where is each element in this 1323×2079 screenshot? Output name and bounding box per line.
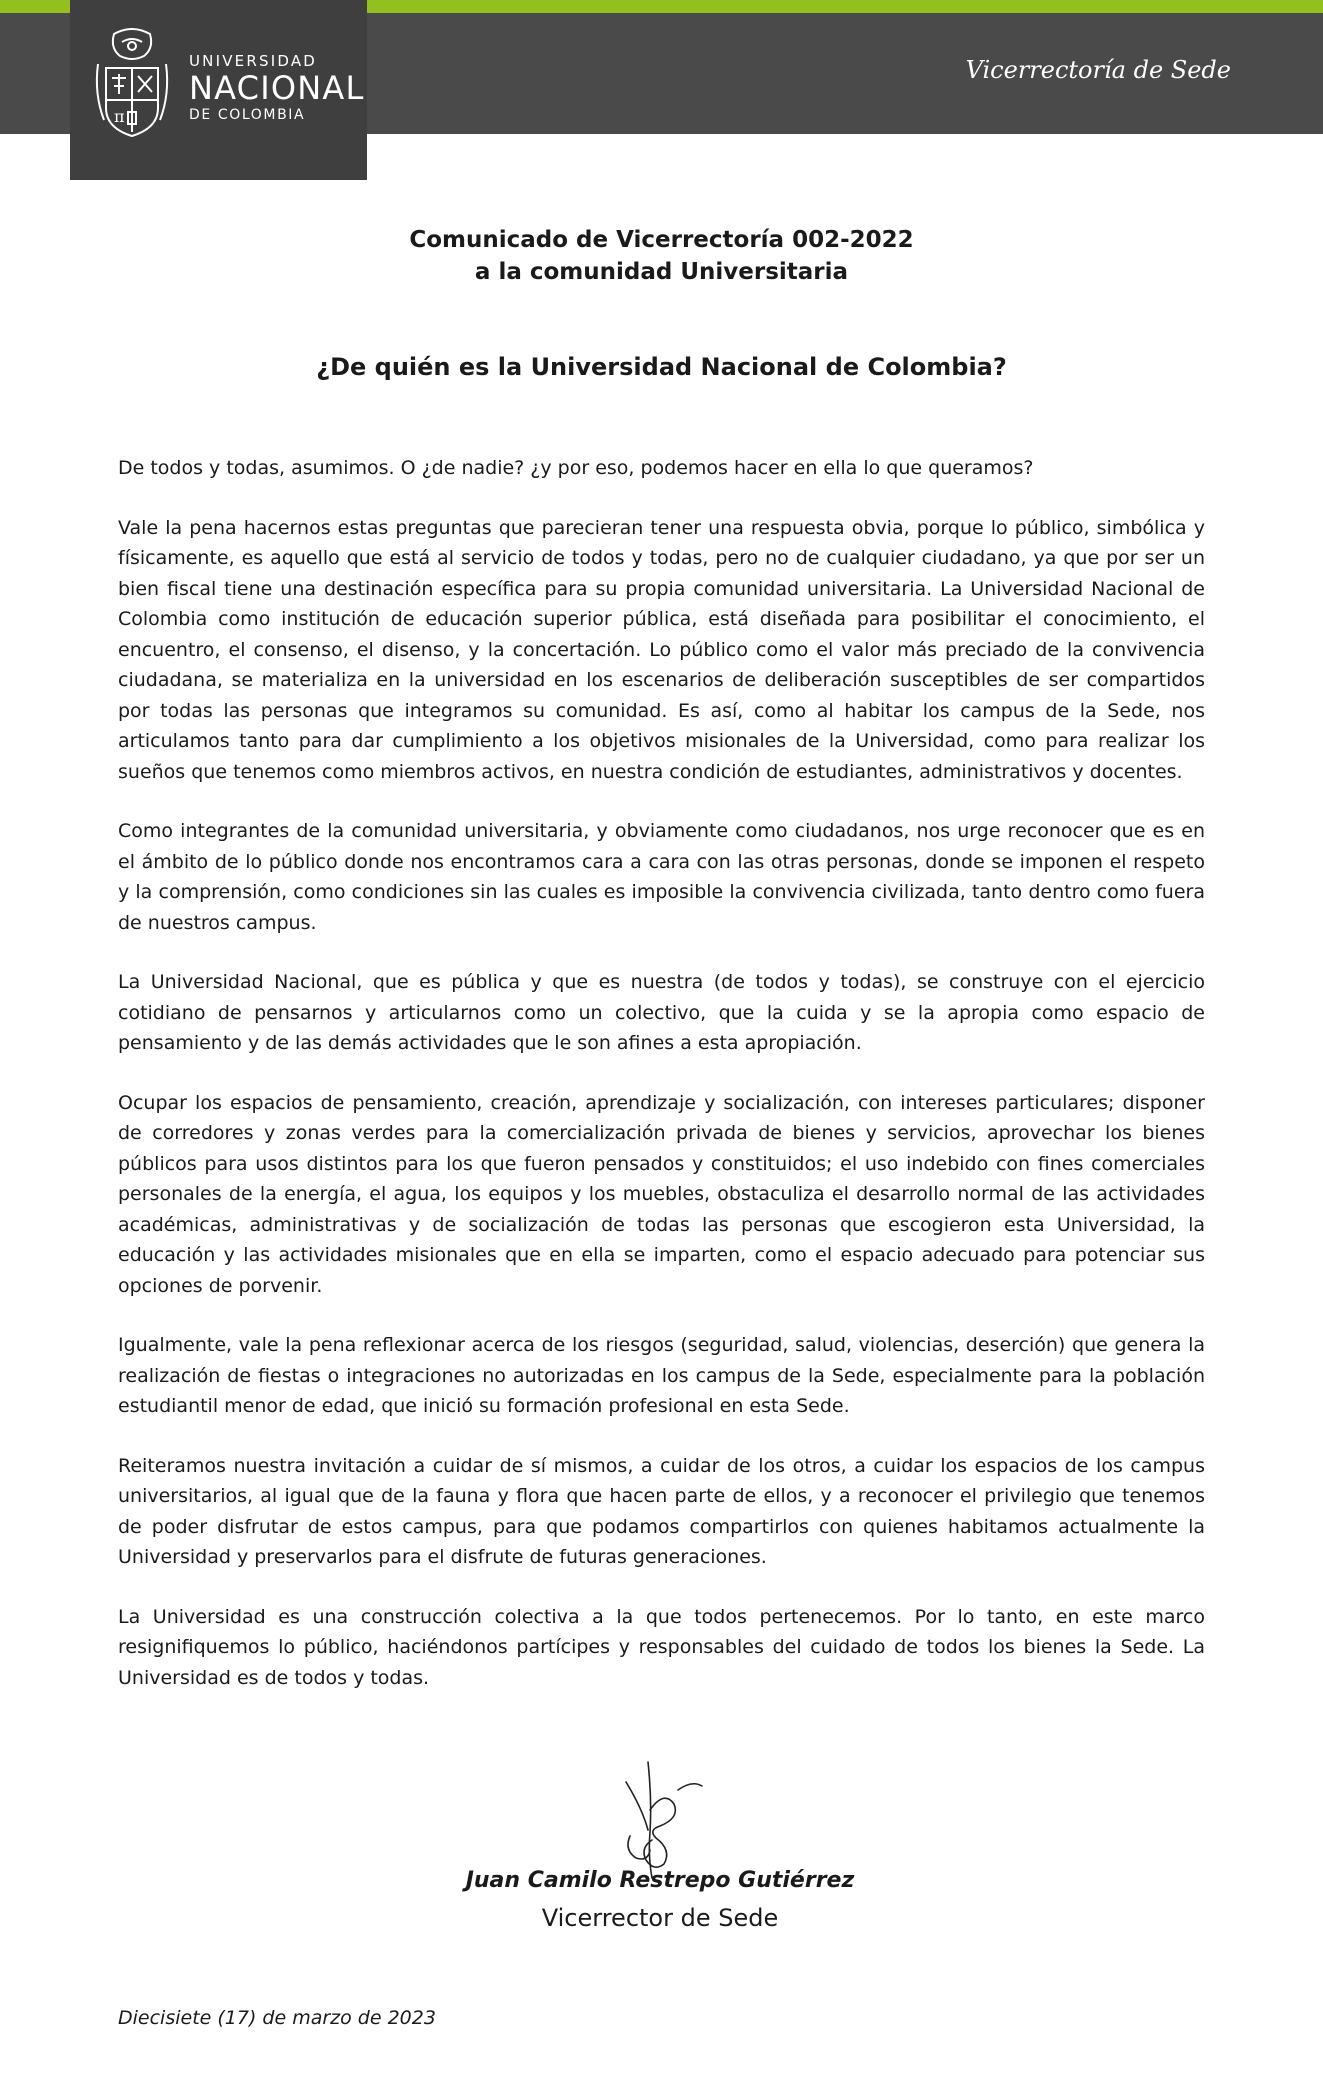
paragraph: Ocupar los espacios de pensamiento, creación, aprendizaje y socialización, con intereses particulares; disponer de corredores y zonas verdes para la comercialización privada de bienes y servicios, aprovechar los bienes públicos para usos distintos para los que fueron pensados y constituidos; el uso indebido con fines comerciales personales de la energía, el agua, los equipos y los muebles, obstaculiza el desarrollo normal de las actividades académicas, administrativas y de socialización de todas las personas que escogieron esta Universidad, la educación y las actividades misionales que en ella se imparten, como el espacio adecuado para potenciar sus opciones de porvenir.: [118, 1091, 1205, 1297]
signer-name: Juan Camilo Restrepo Gutiérrez: [465, 1868, 855, 1893]
university-logo: [70, 0, 367, 180]
office-name: Vicerrectoría de Sede: [965, 56, 1231, 84]
brand-main-line: NACIONAL: [189, 69, 365, 107]
paragraph: De todos y todas, asumimos. O ¿de nadie? ¿y por eso, podemos hacer en ella lo que queramos?: [118, 457, 1034, 479]
paragraph: Como integrantes de la comunidad universitaria, y obviamente como ciudadanos, nos urge reconocer que es en el ámbito de lo público donde nos encontramos cara a cara con las otras personas, donde se imponen el respeto y la comprensión, como condiciones sin las cuales es imposible la convivencia civilizada, tanto dentro como fuera de nuestros campus.: [118, 820, 1205, 934]
brand-bottom-line: DE COLOMBIA: [189, 107, 306, 123]
document-question: ¿De quién es la Universidad Nacional de Colombia?: [316, 353, 1007, 381]
title-line-2: a la comunidad Universitaria: [474, 259, 849, 285]
document-date: Diecisiete (17) de marzo de 2023: [118, 2007, 436, 2029]
paragraph: Vale la pena hacernos estas preguntas que parecieran tener una respuesta obvia, porque lo público, simbólica y físicamente, es aquello que está al servicio de todos y todas, pero no de cualquier ciudadano, ya que por ser un bien fiscal tiene una destinación específica para su propia comunidad universitaria. La Universidad Nacional de Colombia como institución de educación superior pública, está diseñada para posibilitar el conocimiento, el encuentro, el consenso, el disenso, y la concertación. Lo público como el valor más preciado de la convivencia ciudadana, se materializa en la universidad en los escenarios de deliberación susceptibles de ser compartidos por todas las personas que integramos su comunidad. Es así, como al habitar los campus de la Sede, nos articulamos tanto para dar cumplimiento a los objetivos misionales de la Universidad, como para realizar los sueños que tenemos como miembros activos, en nuestra condición de estudiantes, administrativos y docentes.: [118, 516, 1205, 783]
shield-crest-icon: [92, 24, 172, 144]
title-line-1: Comunicado de Vicerrectoría 002-2022: [409, 227, 914, 253]
svg-text:π: π: [114, 107, 125, 126]
brand-top-line: UNIVERSIDAD: [189, 52, 318, 70]
document-body: [118, 453, 1205, 1722]
paragraph: La Universidad es una construcción colectiva a la que todos pertenecemos. Por lo tanto, en este marco resignifiquemos lo público, haciéndonos partícipes y responsables del cuidado de todos los bienes la Sede. La Universidad es de todos y todas.: [118, 1605, 1205, 1689]
paragraph: Igualmente, vale la pena reflexionar acerca de los riesgos (seguridad, salud, violencias, deserción) que genera la realización de fiestas o integraciones no autorizadas en los campus de la Sede, especialmente para la población estudiantil menor de edad, que inició su formación profesional en esta Sede.: [118, 1334, 1205, 1417]
paragraph: Reiteramos nuestra invitación a cuidar de sí mismos, a cuidar de los otros, a cuidar los espacios de los campus universitarios, al igual que de la fauna y flora que hacen parte de ellos, y a reconocer el privilegio que tenemos de poder disfrutar de estos campus, para que podamos compartirlos con quienes habitamos actualmente la Universidad y preservarlos para el disfrute de futuras generaciones.: [118, 1454, 1205, 1568]
document-title: [0, 224, 1323, 288]
handwritten-signature: [590, 1760, 730, 1880]
signer-role: Vicerrector de Sede: [541, 1904, 779, 1932]
paragraph: La Universidad Nacional, que es pública y que es nuestra (de todos y todas), se construye con el ejercicio cotidiano de pensarnos y articularnos como un colectivo, que la cuida y se la apropia como espacio de pensamiento y de las demás actividades que le son afines a esta apropiación.: [118, 971, 1205, 1054]
